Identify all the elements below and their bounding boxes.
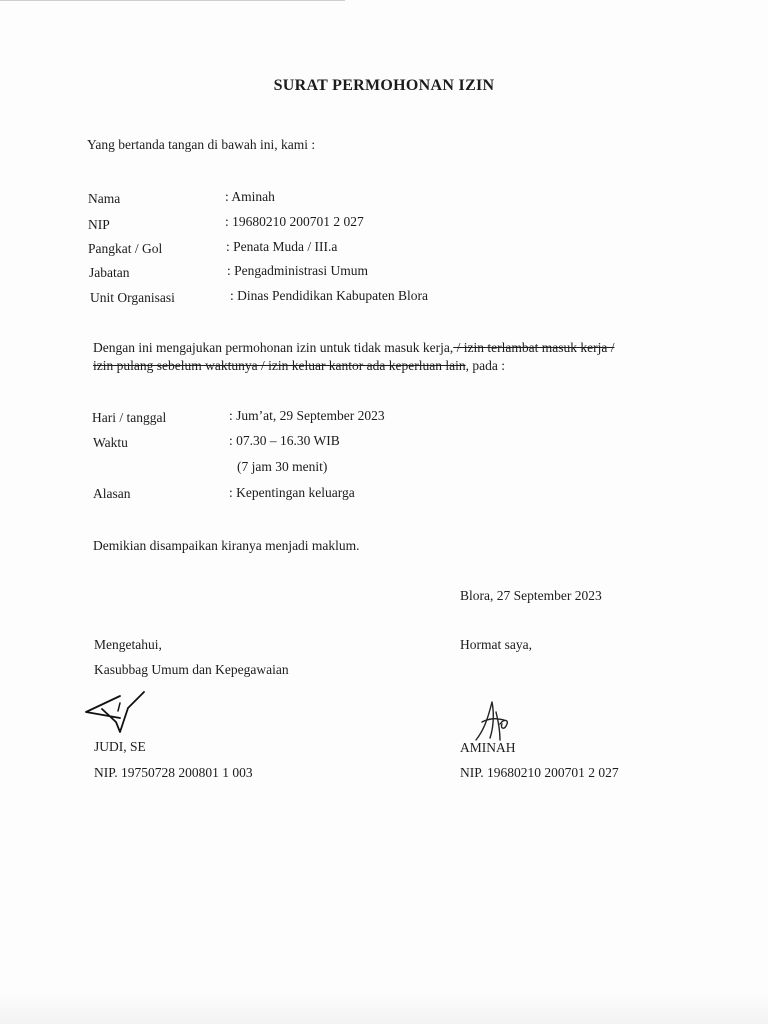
right-signature-image xyxy=(470,696,530,746)
place-date: Blora, 27 September 2023 xyxy=(460,588,602,603)
value-jabatan: : Pengadministrasi Umum xyxy=(227,263,368,278)
value-unit: : Dinas Pendidikan Kabupaten Blora xyxy=(230,288,428,303)
label-nip: NIP xyxy=(88,217,110,232)
request-line-2 xyxy=(93,358,505,374)
label-unit: Unit Organisasi xyxy=(90,290,175,305)
value-nip: : 19680210 200701 2 027 xyxy=(225,214,364,229)
value-time: : 07.30 – 16.30 WIB xyxy=(229,433,340,448)
struck-option-2: izin pulang sebelum waktunya / izin keluar kantor ada keperluan lain xyxy=(93,358,466,373)
value-reason: : Kepentingan keluarga xyxy=(229,485,355,500)
request-text-end: , pada : xyxy=(465,358,505,373)
closing-text: Demikian disampaikan kiranya menjadi maklum. xyxy=(93,538,360,553)
label-time: Waktu xyxy=(93,435,128,450)
right-sign-name: AMINAH xyxy=(460,740,516,755)
request-text: Dengan ini mengajukan permohonan izin untuk tidak masuk kerja, xyxy=(93,340,454,355)
label-pangkat: Pangkat / Gol xyxy=(88,241,163,256)
value-day: : Jum’at, 29 September 2023 xyxy=(229,408,385,423)
struck-option-1: / izin terlambat masuk kerja / xyxy=(453,340,615,355)
label-day: Hari / tanggal xyxy=(92,410,167,425)
scan-bottom-edge xyxy=(0,992,768,1024)
value-pangkat: : Penata Muda / III.a xyxy=(226,239,338,254)
value-nama: : Aminah xyxy=(225,189,275,204)
intro-text: Yang bertanda tangan di bawah ini, kami : xyxy=(87,137,316,152)
left-sign-name: JUDI, SE xyxy=(94,739,146,754)
left-sign-heading: Mengetahui, xyxy=(94,637,162,652)
request-line-1 xyxy=(93,340,614,356)
label-jabatan: Jabatan xyxy=(89,265,130,280)
letter-title: SURAT PERMOHONAN IZIN xyxy=(273,77,495,94)
right-sign-nip: NIP. 19680210 200701 2 027 xyxy=(460,765,619,780)
top-edge-line xyxy=(0,0,345,1)
label-nama: Nama xyxy=(88,191,121,206)
right-sign-heading: Hormat saya, xyxy=(460,637,532,652)
label-reason: Alasan xyxy=(93,486,131,501)
left-signature-image xyxy=(80,688,160,736)
value-duration: (7 jam 30 menit) xyxy=(237,459,328,474)
left-sign-position: Kasubbag Umum dan Kepegawaian xyxy=(94,662,289,677)
left-sign-nip: NIP. 19750728 200801 1 003 xyxy=(94,765,253,780)
